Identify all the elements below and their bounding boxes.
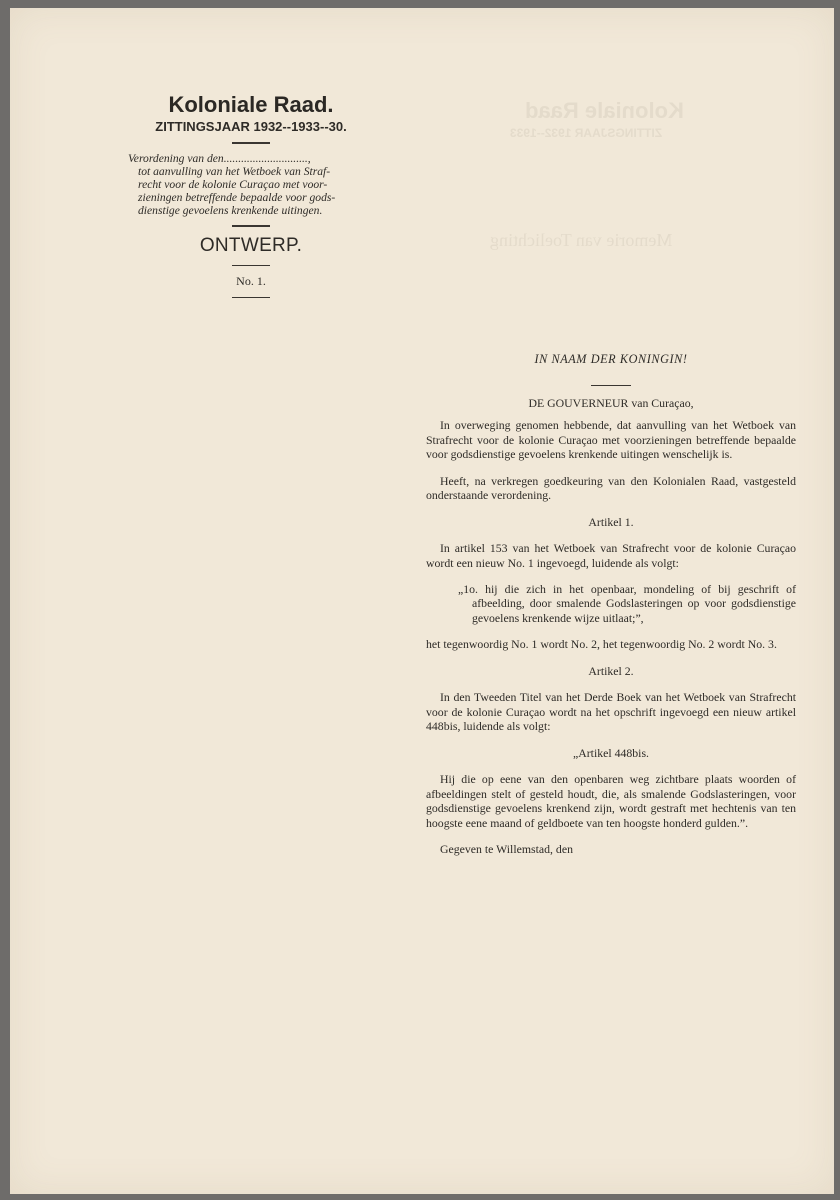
divider <box>232 225 270 227</box>
article-1-closing: het tegenwoordig No. 1 wordt No. 2, het tegenwoordig No. 2 wordt No. 3. <box>426 637 777 652</box>
ordinance-line: zieningen betreffende bepaalde voor gods- <box>138 191 336 204</box>
article-1-intro: In artikel 153 van het Wetboek van Strafrecht voor de kolonie Curaçao wordt een nieuw No. 1 ingevoegd, luidende als volgt: <box>426 541 796 570</box>
ordinance-line: recht voor de kolonie Curaçao met voor- <box>138 178 328 191</box>
divider <box>232 265 270 266</box>
divider <box>591 385 631 386</box>
article-1-quote: „1o. hij die zich in het openbaar, mondeling of bij geschrift of afbeelding, door smalende Godslasteringen op voor godsdienstige gevoelens krenkende wijze uitlaat;”, <box>458 581 796 625</box>
session-year: ZITTINGSJAAR 1932--1933--30. <box>155 119 347 134</box>
ordinance-description <box>128 152 378 217</box>
draft-label: ONTWERP. <box>199 235 303 256</box>
document-header <box>120 88 382 306</box>
ordinance-line: tot aanvulling van het Wetboek van Straf- <box>138 165 331 178</box>
consideration-paragraph: In overweging genomen hebbende, dat aanvulling van het Wetboek van Strafrecht voor de kolonie Curaçao met voorzieningen betreffende bepaalde voor godsdienstige gevoelens krenkende uitingen wenschelijk is. <box>426 418 796 461</box>
ordinance-line: Verordening van den............................., <box>128 152 311 165</box>
document-page <box>10 8 834 1194</box>
council-title: Koloniale Raad. <box>168 92 334 117</box>
given-at-line: Gegeven te Willemstad, den <box>440 842 573 857</box>
article-448bis-heading: „Artikel 448bis. <box>572 745 649 760</box>
divider <box>232 142 270 144</box>
governor-line: DE GOUVERNEUR van Curaçao, <box>528 395 694 410</box>
divider <box>232 297 270 298</box>
article-448bis-text: Hij die op eene van den openbaren weg zichtbare plaats woorden of afbeeldingen stelt of gesteld houdt, die, als smalende Godslasteringen, voor godsdienstige gevoelens krenkend zijn, wordt gestraft met hechtenis van ten hoogste eene maand of geldboete van ten hoogste honderd gulden.”. <box>426 772 796 830</box>
ordinance-body <box>426 352 796 857</box>
ordinance-line: dienstige gevoelens krenkende uitingen. <box>138 204 323 217</box>
invocation: IN NAAM DER KONINGIN! <box>534 352 688 366</box>
article-1-heading: Artikel 1. <box>588 514 634 529</box>
approval-paragraph: Heeft, na verkregen goedkeuring van den Kolonialen Raad, vastgesteld onderstaande verordening. <box>426 473 796 502</box>
bleed-through-subtitle: Memorie van Toelichting <box>490 230 673 250</box>
article-2-heading: Artikel 2. <box>588 663 634 678</box>
document-number: No. 1. <box>236 274 266 288</box>
bleed-through-title: Koloniale Raad <box>525 98 684 123</box>
article-2-intro: In den Tweeden Titel van het Derde Boek van het Wetboek van Strafrecht voor de kolonie Curaçao wordt na het opschrift ingevoegd een nieuw artikel 448bis, luidende als volgt: <box>426 690 796 734</box>
bleed-through-session: ZITTINGSJAAR 1932--1933 <box>510 126 663 140</box>
